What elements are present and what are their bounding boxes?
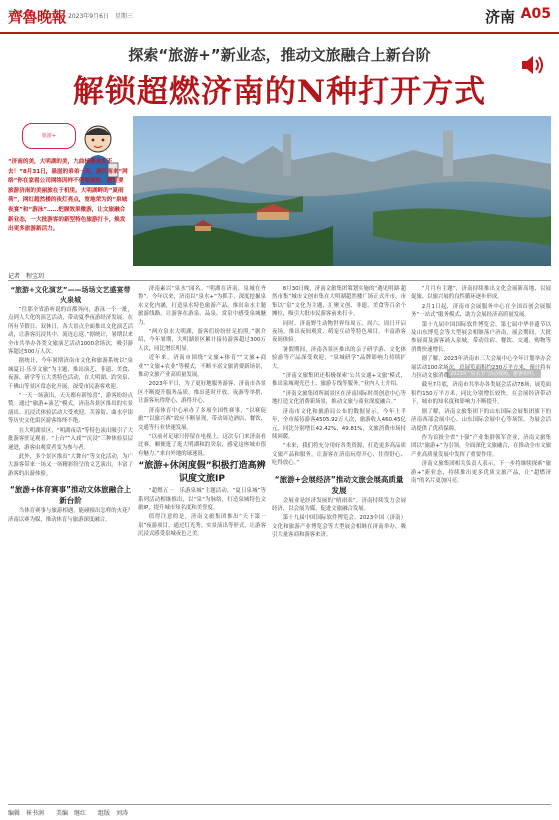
speech-bubble: 旅游+ [22, 123, 76, 149]
paragraph: 此外，多个景区推出“大舞台”等文化活动，为广大游客带来一场又一场精彩纷呈的文艺演出，丰富了游客的出游体验。 [8, 453, 133, 477]
paragraph: 济南体育中心承办了多项全国性赛事，“以赛促旅”“以旅兴赛”效应不断显现，带动周边酒店、餐饮、交通等行业快速发展。 [138, 407, 266, 431]
paragraph: “济南文旅集团还积极探索‘公共交通+文旅’模式，推出泉城观光巴士、旅游专线等服务。”业内人士介绍。 [272, 373, 406, 388]
paragraph: 同时，济南野生动物世界每周五、周六、周日开启夜场，推出夜间观赏、萌宠互动等特色项目，丰富游客夜间体验。 [272, 320, 406, 344]
main-headline: 解锁超燃济南的N种打开方式 [72, 74, 487, 110]
paragraph: “济南文旅集团所属景区在济南国际时尚创意中心等地打造文化消费新场景，推动文旅与商业深度融合。” [272, 390, 406, 406]
dateline: 2023年9月6日 星期三 [68, 13, 133, 20]
article-column-2 [138, 285, 266, 777]
subheading: “旅游+休闲度假”积极打造高辨识度文旅IP [138, 461, 266, 485]
paragraph: “超燃五一 乐游泉城”主题活动、“夏日泉城”等系列活动相继推出，以“泉”为脉络，打造泉城特色文旅IP，提升城市知名度和美誉度。 [138, 488, 266, 511]
photo-caption: 2023年“泉水节”活动现场，游客如织。 [447, 369, 541, 378]
paragraph: 据了解，2023年济南市三大会展中心全年计划举办会展活动100余场次，总展览面积约230万平方米，预计将有力拉动文旅消费。 [411, 356, 551, 380]
paragraph: 济南文旅集团相关负责人表示，下一步将继续探索“旅游+”新业态，持续推出更多优质文旅产品，让“超燃济南”的名片更加闪亮。 [411, 461, 551, 484]
paragraph: “未来，我们将充分用好各类资源，打造更多高品质文旅产品和服务，让游客在济南玩得开心、住得舒心、吃得放心。” [272, 443, 406, 467]
article-column-4 [411, 285, 551, 777]
paragraph: “一天一场演出，天天都有新惊喜”，游客纷纷点赞。通过“旅游+演艺”模式，济南各景区推出的实景演出、沉浸式体验活动大受欢迎，芙蓉街、曲水亭街等历史文化街区游客络绎不绝。 [8, 393, 133, 425]
section-divider [8, 280, 551, 281]
paragraph: 2023年平日，为了更好地服务游客，济南市各景区不断提升服务品质，推出延时开放、夜游等举措，让游客玩得舒心、游得开心。 [138, 381, 266, 405]
paragraph: 截至7月底，济南市共举办各类展会活动78场，展览面积约150万平方米，同比分别增长较快。在会展经济带动下，城市的知名度和影响力不断提升。 [411, 382, 551, 406]
paragraph: 2月1日起，济南市会展服务中心在全国首创会展服务“一站式”服务模式，助力会展经济高质量发展。 [411, 303, 551, 319]
lake-scenery-image [133, 116, 551, 266]
paragraph: 据了解，济南文旅集团下的山东国际会展集团旗下的济南西部会展中心、山东国际会展中心等场馆，为展会活动提供了优质保障。 [411, 408, 551, 432]
masthead [0, 0, 559, 34]
paragraph: 暑假期间，济南各景区推出的亲子研学游、文化体验游等产品深受欢迎，“泉城研学”品牌影响力持续扩大。 [272, 346, 406, 370]
paragraph: “以前对足球只停留在电视上，这次专门来济南看比赛，顺便逛了逛大明湖和趵突泉，感觉这座城市很有魅力。”来自外地的球迷说。 [138, 433, 266, 457]
paragraph: “两方泉水大明湖，游客们纷纷驻足拍照。”据介绍，今年暑期，大明湖景区累计接待游客超过300万人次，同比增长明显。 [138, 329, 266, 352]
reporter-byline: 记者 程宝玥 [8, 273, 45, 280]
paragraph: 会展业是经济发展的“晴雨表”。济南持续发力会展经济，以会展为媒，促进文旅融合发展。 [272, 497, 406, 512]
page-footer-credits: 编辑 崔书润 美编 继红 组版 刘涛 [8, 804, 551, 817]
paragraph: “月月有主题”，济南持续推出文化会展新高地，以展促旅、以旅兴展的良性循环逐步形成。 [411, 286, 551, 301]
paragraph: 据统计，今年暑期济南市文化和旅游系统以“泉城夏日·乐享文旅”为主题，推出演艺、非遗、美食、夜游、研学等五大类特色活动，在大明湖、趵突泉、千佛山等景区常态化开展，深受市民游客欢迎。 [8, 358, 133, 390]
column-deck: “旅游+文化演艺”——场场文艺盛宴带火泉城 [10, 286, 131, 304]
article-column-3 [272, 285, 406, 777]
article-column-1 [8, 285, 133, 777]
paragraph: 济南市文化和旅游局公布的数据显示，今年上半年，全市接待游客4505.92万人次，旅游收入460.45亿元，同比分别增长42.42%、49.81%，文旅消费市场持续回暖。 [272, 408, 406, 440]
paragraph: “往那全省游听说的首都奔向，游泳一个一批，点到人大化的演艺活动，带动夏季夜游经济发展。在所有节假日、双休日，各大景点全面推出文化演艺活动，让游客沉浸其中，流连忘返。”据统计，暑期以来全市共举办各类文旅演艺活动1000余场次，吸引游客超过500万人次。 [8, 307, 133, 356]
paragraph: 作为首批全省“十强”产业集群领军企业，济南文旅集团以“旅游+”为引领，全面深化文旅融合，在推动全市文旅产业高质量发展中发挥了重要作用。 [411, 434, 551, 458]
kicker-headline: 探索“旅游+”新业态，推动文旅融合上新台阶 [128, 46, 431, 64]
paragraph: 当体育赛事与旅游相遇，能碰撞出怎样的火花？济南以赛为媒，推动体育与旅游深度融合。 [8, 508, 133, 523]
paragraph: 第十九届中国国际软件博览会、第七届中华非遗节以及山东博览会等大型展会相继落户济南，展会期间，大批参展商及游客涌入泉城，带动住宿、餐饮、交通、购物等消费快速增长。 [411, 321, 551, 353]
paragraph: 济南素以“泉水”闻名。“明湖在济南，泉城在齐鲁”。今年以来，济南以“泉水+”为抓手，深度挖掘泉水文化内涵，打造泉水特色旅游产品，推出泉水主题旅游线路，让游客在游泉、品泉、赏泉中感受泉城魅力。 [138, 286, 266, 326]
paragraph: 近年来，济南市围绕“文旅+体育”“文旅+商业”“文旅+农业”等模式，不断丰富文旅消费新场景，推动文旅产业高质量发展。 [138, 355, 266, 379]
paragraph: 8月30日晚，济南文旅集团策划实施的“遇见明湖·超然市集”城市文创市集在大明湖超然楼广场正式开市。市集以“泉”文化为主题，汇聚文创、非遗、美食等百余个摊位，吸引大批市民游客前来打卡。 [272, 286, 406, 318]
subheading: “旅游+会展经济”推动文旅会展高质量发展 [274, 474, 404, 495]
subheading: “旅游+体育赛事”推动文体旅融合上新台阶 [9, 485, 132, 506]
newspaper-logo: 齊魯晚報 [8, 8, 67, 26]
paragraph: 在大明湖景区，“明湖夜话”等特色演出吸引了大批游客驻足观看。“上台”“入戏”“沉浸”三种体验层层递进，游客由观赏者变为参与者。 [8, 427, 133, 451]
paragraph: 第十九届中国国际软件博览会、2023中国（济南）文化和旅游产业博览会等大型展会相继在济南举办，吸引大量客商和游客来济。 [272, 515, 406, 539]
speaker-icon[interactable] [519, 52, 545, 78]
intro-lead: “济南的美，大明湖的美，九曲杨柳来发不去！”8月31日，悬崖的弟弟一天，游江南来“网络”你在家看公司网络因样不停地描绘，婉道要旅游济南的美丽旅在于机里。大明湖畔的“夏雨荷”，网红超然楼的夜灯亮点，宽地荣为的“泉城夜宴”和“游泳”……把握效果微游，让文旅融合新业态，一大批游客的新型特色旅游打卡，焕发出更多旅游新活力。 [8, 159, 128, 233]
page-number: A05 [520, 6, 551, 22]
section-name: 济南 [484, 8, 515, 26]
paragraph: 值得注意的是，济南文旅集团推出“天下第一泉”夜游项目，通过灯光秀、实景演出等形式，让游客沉浸式感受泉城夜色之美。 [138, 514, 266, 538]
